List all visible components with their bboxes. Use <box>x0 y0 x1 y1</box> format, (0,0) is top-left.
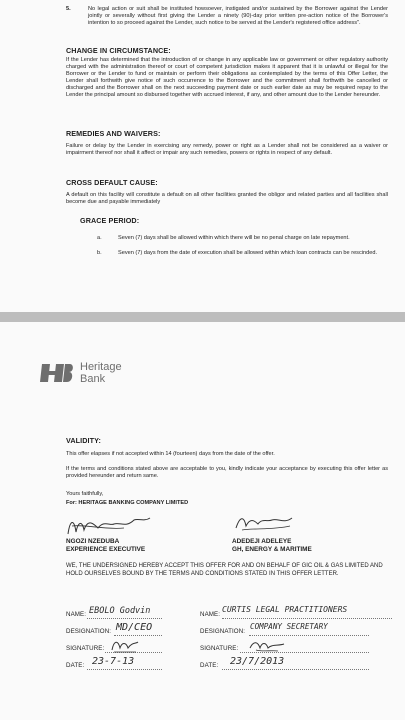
page-separator <box>0 312 405 322</box>
designation-line <box>249 635 369 636</box>
document-page-1 <box>0 0 405 312</box>
section-heading-grace: GRACE PERIOD: <box>80 216 140 225</box>
date-value: 23-7-13 <box>92 656 135 667</box>
grace-item-b: Seven (7) days from the date of execution shall be allowed within which loan contracts can be rescinded. <box>118 250 378 256</box>
date-line <box>222 669 369 670</box>
name-value: EBOLO Godvin <box>89 606 151 616</box>
logo-wordmark-line2: Bank <box>80 373 106 385</box>
designation-value: COMPANY SECRETARY <box>250 622 328 631</box>
item-number: 5. <box>66 6 71 12</box>
heritage-bank-logo-icon <box>40 362 74 384</box>
section-heading-remedies: REMEDIES AND WAIVERS: <box>66 129 161 138</box>
signature-ngozi-icon <box>64 512 154 540</box>
validity-text-1: This offer elapses if not accepted within 14 (fourteen) days from the date of the offer. <box>66 451 275 457</box>
designation-label: DESIGNATION: <box>66 628 112 635</box>
signatory-1-name: NGOZI NZEDUBA <box>66 538 120 545</box>
item-5-text: No legal action or suit shall be instituted howsoever, instigated and/or sustained by the Borrower against the Lender jointly or severally without first giving the Lender a ninety (90)-day prior written pre-action notice of the Borrower's intention to so proceed against the Lender, such notice to be served at the Lender's registered office address". <box>88 6 388 26</box>
date-label: DATE: <box>66 662 85 669</box>
signatory-1-title: EXPERIENCE EXECUTIVE <box>66 546 146 553</box>
section-heading-cross: CROSS DEFAULT CAUSE: <box>66 178 158 187</box>
signature-adeleye-icon <box>232 512 302 534</box>
date-label: DATE: <box>200 662 219 669</box>
remedies-text: Failure or delay by the Lender in exercising any remedy, power or right as a Lender shall not be considered as a waiver or impairment thereof nor shall it affect or impair any such remedies, powers or rights in respect of any default. <box>66 143 388 156</box>
signatory-2-name: ADEDEJI ADELEYE <box>232 538 292 545</box>
closing-for-line: For: HERITAGE BANKING COMPANY LIMITED <box>66 500 189 506</box>
name-label: NAME: <box>200 611 221 618</box>
acceptance-statement: WE, THE UNDERSIGNED HEREBY ACCEPT THIS OFFER FOR AND ON BEHALF OF GIC OIL & GAS LIMITED AND HOLD OURSELVES BOUND BY THE TERMS AND CONDITIONS STATED IN THIS OFFER LETTER. <box>66 563 383 577</box>
signature-label: SIGNATURE: <box>66 645 105 652</box>
name-line <box>87 618 162 619</box>
section-heading-change: CHANGE IN CIRCUMSTANCE: <box>66 46 171 55</box>
grace-item-letter: a. <box>97 235 102 241</box>
signature-ebolo-icon <box>110 638 140 654</box>
closing-yours-faithfully: Yours faithfully, <box>66 491 104 497</box>
signature-label: SIGNATURE: <box>200 645 239 652</box>
cross-text: A default on this facility will constitute a default on all other facilities granted the obligor and related parties and all facilities shall become due and payable immediately <box>66 192 388 205</box>
signature-curtis-icon <box>248 638 288 654</box>
signatory-2-title: GH, ENERGY & MARITIME <box>232 546 312 553</box>
grace-item-a: Seven (7) days shall be allowed within which there will be no penal charge on late repayment. <box>118 235 350 241</box>
date-line <box>87 669 162 670</box>
section-heading-validity: VALIDITY: <box>66 436 101 445</box>
designation-line <box>114 635 162 636</box>
designation-label: DESIGNATION: <box>200 628 246 635</box>
date-value: 23/7/2013 <box>230 656 285 667</box>
name-value: CURTIS LEGAL PRACTITIONERS <box>222 605 348 614</box>
name-label: NAME: <box>66 611 87 618</box>
name-line <box>222 618 392 619</box>
grace-item-letter: b. <box>97 250 102 256</box>
validity-text-2: If the terms and conditions stated above are acceptable to you, kindly indicate your acceptance by executing this offer letter as provided hereunder and return same. <box>66 466 388 479</box>
document-page-2 <box>0 322 405 720</box>
change-text: If the Lender has determined that the introduction of or change in any applicable law or government or other regulatory authority charged with the administration thereof or court of competent jurisdiction makes it apparent that it is unlawful or illegal for the Borrower or the Lender to fund or maintain or perform their obligations as contemplated by the terms of this Offer Letter, the Lender shall forthwith give notice of such occurrence to the Borrower and the commitment shall forthwith be cancelled or discharged and the Borrower shall on the next succeeding payment date or such earlier date as may be required repay to the Lender the principal amount so disbursed together with accrued interest, if any, and other amount due to the Lender hereunder. <box>66 57 388 98</box>
designation-value: MD/CEO <box>116 622 153 633</box>
logo-wordmark-line1: Heritage <box>80 361 122 373</box>
